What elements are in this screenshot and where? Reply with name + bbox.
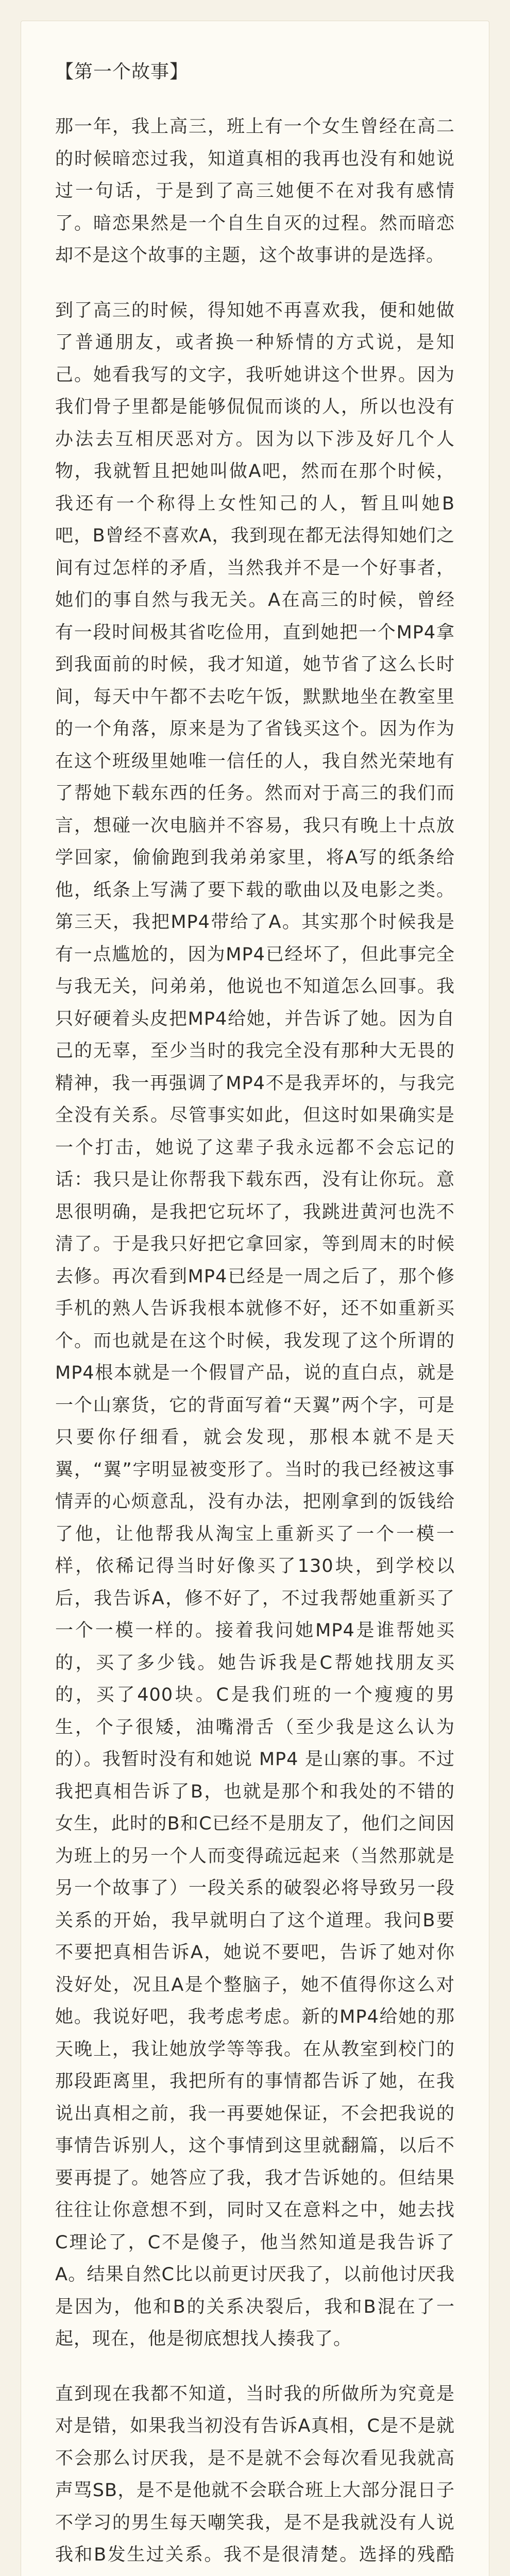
note-card bbox=[21, 21, 489, 2576]
story-title: 【第一个故事】 bbox=[55, 61, 189, 82]
note-content bbox=[21, 21, 489, 2576]
story-paragraph-2: 到了高三的时候，得知她不再喜欢我，便和她做了普通朋友，或者换一种矫情的方式说，是知己。她看我写的文字，我听她讲这个世界。因为我们骨子里都是能够侃侃而谈的人，所以也没有办法去互相厌恶对方。因为以下涉及好几个人物，我就暂且把她叫做A吧，然而在那个时候，我还有一个称得上女性知己的人，暂且叫她B吧，B曾经不喜欢A，我到现在都无法得知她们之间有过怎样的矛盾，当然我并不是一个好事者，她们的事自然与我无关。A在高三的时候，曾经有一段时间极其省吃俭用，直到她把一个MP4拿到我面前的时候，我才知道，她节省了这么长时间，每天中午都不去吃午饭，默默地坐在教室里的一个角落，原来是为了省钱买这个。因为作为在这个班级里她唯一信任的人，我自然光荣地有了帮她下载东西的任务。然而对于高三的我们而言，想碰一次电脑并不容易，我只有晚上十点放学回家，偷偷跑到我弟弟家里，将A写的纸条给他，纸条上写满了要下载的歌曲以及电影之类。第三天，我把MP4带给了A。其实那个时候我是有一点尴尬的，因为MP4已经坏了，但此事完全与我无关，问弟弟，他说也不知道怎么回事。我只好硬着头皮把MP4给她，并告诉了她。因为自己的无辜，至少当时的我完全没有那种大无畏的精神，我一再强调了MP4不是我弄坏的，与我完全没有关系。尽管事实如此，但这时如果确实是一个打击，她说了这辈子我永远都不会忘记的话：我只是让你帮我下载东西，没有让你玩。意思很明确，是我把它玩坏了，我跳进黄河也洗不清了。于是我只好把它拿回家，等到周末的时候去修。再次看到MP4已经是一周之后了，那个修手机的熟人告诉我根本就修不好，还不如重新买个。而也就是在这个时候，我发现了这个所谓的MP4根本就是一个假冒产品，说的直白点，就是一个山寨货，它的背面写着“天翼”两个字，可是只要你仔细看，就会发现，那根本就不是天翼，“翼”字明显被变形了。当时的我已经被这事情弄的心烦意乱，没有办法，把刚拿到的饭钱给了他，让他帮我从淘宝上重新买了一个一模一样，依稀记得当时好像买了130块，到学校以后，我告诉A，修不好了，不过我帮她重新买了一个一模一样的。接着我问她MP4是谁帮她买的，买了多少钱。她告诉我是C帮她找朋友买的，买了400块。C是我们班的一个瘦瘦的男生，个子很矮，油嘴滑舌（至少我是这么认为的）。我暂时没有和她说 MP4 是山寨的事。不过我把真相告诉了B，也就是那个和我处的不错的女生，此时的B和C已经不是朋友了，他们之间因为班上的另一个人而变得疏远起来（当然那就是另一个故事了）一段关系的破裂必将导致另一段关系的开始，我早就明白了这个道理。我问B要不要把真相告诉A，她说不要吧，告诉了她对你没好处，况且A是个整脑子，她不值得你这么对她。我说好吧，我考虑考虑。新的MP4给她的那天晚上，我让她放学等等我。在从教室到校门的那段距离里，我把所有的事情都告诉了她，在我说出真相之前，我一再要她保证，不会把我说的事情告诉别人，这个事情到这里就翻篇，以后不要再提了。她答应了我，我才告诉她的。但结果往往让你意想不到，同时又在意料之中，她去找C理论了，C不是傻子，他当然知道是我告诉了A。结果自然C比以前更讨厌我了，以前他讨厌我是因为，他和B的关系决裂后，我和B混在了一起，现在，他是彻底想找人揍我了。 bbox=[55, 300, 455, 2349]
story-paragraph-3: 直到现在我都不知道，当时我的所做所为究竟是对是错，如果我当初没有告诉A真相，C是不是就不会那么讨厌我，是不是就不会每次看见我就高声骂SB，是不是他就不会联合班上大部分混日子不学习的男生每天嘲笑我，是不是我就没有人说我和B发生过关系。我不是很清楚。选择的残酷 bbox=[55, 2383, 455, 2565]
story-paragraph-1: 那一年，我上高三，班上有一个女生曾经在高二的时候暗恋过我，知道真相的我再也没有和她说过一句话，于是到了高三她便不在对我有感情了。暗恋果然是一个自生自灭的过程。然而暗恋却不是这个故事的主题，这个故事讲的是选择。 bbox=[55, 116, 455, 266]
